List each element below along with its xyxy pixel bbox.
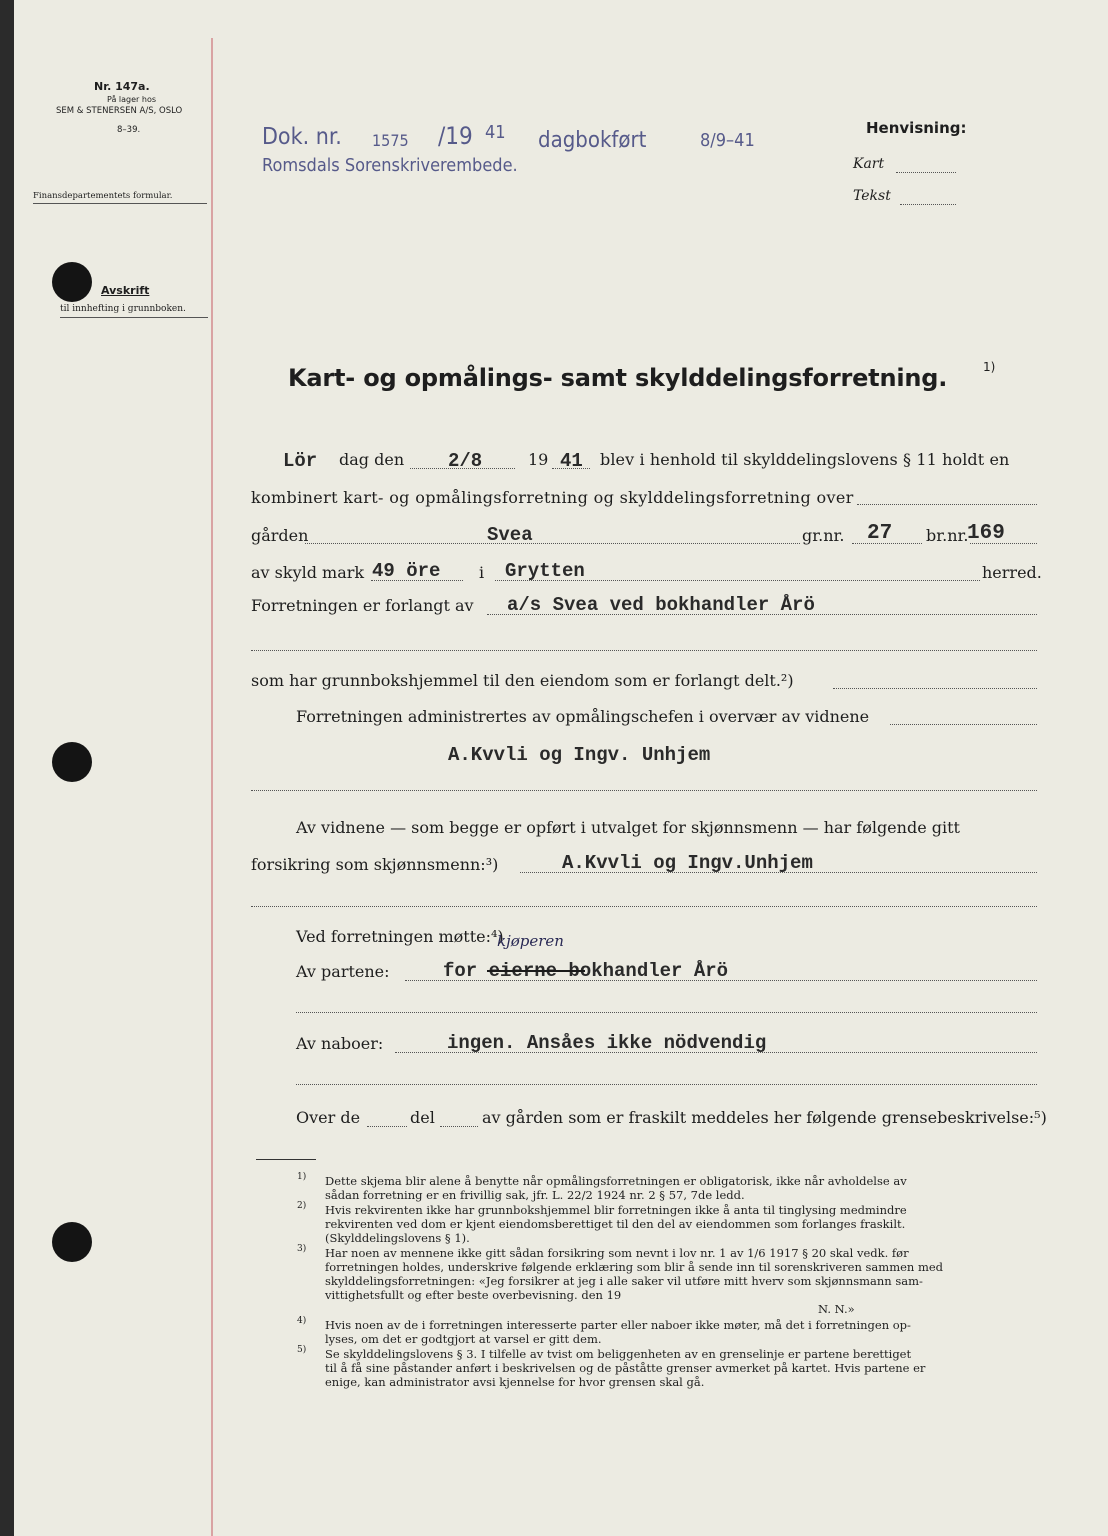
year-prefix: 19 xyxy=(528,450,549,469)
oath-line-2: forsikring som skjønnsmenn:³) xyxy=(251,855,499,874)
footnote-line: sådan forretning er en frivillig sak, jfr. L. 22/2 1924 nr. 2 § 57, 7de ledd. xyxy=(325,1188,745,1202)
intro-line-2: kombinert kart- og opmålingsforretning og skylddelingsforretning over xyxy=(251,488,854,507)
in-label: i xyxy=(479,563,485,582)
punch-hole xyxy=(52,262,92,302)
neighbours-value: ingen. Ansåes ikke nödvendig xyxy=(447,1032,767,1054)
footnote-line: Hvis noen av de i forretningen interesserte parter eller naboer ikke møter, må det i forretningen op- xyxy=(325,1318,911,1332)
margin-line xyxy=(211,38,213,1536)
oath-value: A.Kvvli og Ingv.Unhjem xyxy=(562,852,813,874)
dotted-line xyxy=(296,1084,1037,1085)
herred-value: Grytten xyxy=(505,560,585,582)
del-label: del xyxy=(410,1108,435,1127)
title-footnote-ref: 1) xyxy=(983,360,996,374)
footnote-line: lyses, om det er godtgjort at varsel er gitt dem. xyxy=(325,1332,602,1346)
brnr-label: br.nr. xyxy=(926,526,969,545)
footnote-line: vittighetsfullt og efter beste overbevisning. den 19 xyxy=(325,1288,622,1302)
dotted-line xyxy=(367,1126,407,1127)
footnote-number: 2) xyxy=(297,1201,307,1211)
doc-number-label: Dok. nr. xyxy=(262,124,342,150)
doc-year-prefix: /19 xyxy=(438,122,473,150)
strikethrough xyxy=(487,970,585,972)
footnote-number: 5) xyxy=(297,1345,307,1355)
dotted-line xyxy=(305,543,800,544)
neighbours-label: Av naboer: xyxy=(296,1034,384,1053)
present-label: Ved forretningen møtte:⁴) xyxy=(296,927,504,946)
divider xyxy=(33,203,207,204)
farm-label: gården xyxy=(251,526,309,545)
doc-number: 1575 xyxy=(372,131,409,150)
publisher-line: SEM & STENERSEN A/S, OSLO xyxy=(56,106,183,116)
admin-line: Forretningen administrertes av opmålingschefen i overvær av vidnene xyxy=(296,707,870,726)
ministry-label: Finansdepartementets formular. xyxy=(33,191,173,201)
punch-hole xyxy=(52,742,92,782)
parties-value: for eierne bokhandler Årö xyxy=(443,960,729,982)
dotted-line xyxy=(296,1012,1037,1013)
dotted-line xyxy=(440,1126,478,1127)
date-value: 2/8 xyxy=(448,450,483,472)
intro-text: blev i henhold til skylddelingslovens § 11 holdt en xyxy=(600,450,1010,469)
over-label: Over de xyxy=(296,1108,361,1127)
boundary-line: av gården som er fraskilt meddeles her følgende grensebeskrivelse:⁵) xyxy=(482,1108,1047,1127)
footnote-line: skylddelingsforretningen: «Jeg forsikrer at jeg i alle saker vil utføre mitt hverv som skjønnsmann sam- xyxy=(325,1274,923,1288)
dotted-line xyxy=(890,724,1037,725)
footnote-number: 4) xyxy=(297,1316,307,1326)
footnote-line: forretningen holdes, underskrive følgende erklæring som blir å sende inn til sorenskriveren sammen med xyxy=(325,1260,944,1274)
witnesses-value: A.Kvvli og Ingv. Unhjem xyxy=(448,744,711,766)
footnote-line: enige, kan administrator avsi kjennelse for hvor grensen skal gå. xyxy=(325,1375,705,1389)
herred-label: herred. xyxy=(982,563,1042,582)
dotted-line xyxy=(900,204,956,205)
day-label: dag den xyxy=(339,450,405,469)
dotted-line xyxy=(251,650,1037,651)
requested-label: Forretningen er forlangt av xyxy=(251,596,474,615)
footnote-line: (Skylddelingslovens § 1). xyxy=(325,1231,470,1245)
document-page xyxy=(14,0,1108,1536)
skyld-label: av skyld mark xyxy=(251,563,365,582)
punch-hole xyxy=(52,1222,92,1262)
logged-label: dagbokført xyxy=(538,128,647,153)
footnote-line: Har noen av mennene ikke gitt sådan forsikring som nevnt i lov nr. 1 av 1/6 1917 § 20 skal vedk. før xyxy=(325,1246,909,1260)
footnote-line: Hvis rekvirenten ikke har grunnbokshjemmel blir forretningen ikke å anta til tinglysing medmindre xyxy=(325,1203,907,1217)
footnote-signature: N. N.» xyxy=(818,1302,855,1316)
footnote-line: Se skylddelingslovens § 3. I tilfelle av tvist om beliggenheten av en grenselinje er partene berettiget xyxy=(325,1347,912,1361)
grnr-value: 27 xyxy=(867,522,893,545)
oath-line-1: Av vidnene — som begge er opført i utvalget for skjønnsmenn — har følgende gitt xyxy=(296,818,960,837)
dotted-line xyxy=(251,790,1037,791)
dotted-line xyxy=(833,688,1037,689)
dotted-line xyxy=(857,504,1037,505)
day-value: Lör xyxy=(283,450,318,472)
footnote-separator xyxy=(256,1159,316,1160)
footnote-line: til å få sine påstander anført i beskrivelsen og de påståtte grenser avmerket på kartet. Hvis partene er xyxy=(325,1361,926,1375)
footnote-line: rekvirenten ved dom er kjent eiendomsberettiget til den del av eiendommen som forlanges fraskilt. xyxy=(325,1217,906,1231)
year-value: 41 xyxy=(560,450,583,472)
footnote-number: 3) xyxy=(297,1244,307,1254)
requested-value: a/s Svea ved bokhandler Årö xyxy=(507,594,815,616)
brnr-value: 169 xyxy=(967,522,1005,545)
reference-label: Henvisning: xyxy=(866,119,967,137)
form-number: Nr. 147a. xyxy=(94,80,150,93)
doc-year-suffix: 41 xyxy=(485,122,506,143)
publisher-line: 8–39. xyxy=(117,125,141,135)
copy-sub: til innhefting i grunnboken. xyxy=(60,304,186,314)
logged-date: 8/9–41 xyxy=(700,130,755,151)
parties-label: Av partene: xyxy=(296,962,390,981)
document-title: Kart- og opmålings- samt skylddelingsforretning. xyxy=(288,364,948,392)
grnr-label: gr.nr. xyxy=(802,526,845,545)
owner-line: som har grunnbokshjemmel til den eiendom som er forlangt delt.²) xyxy=(251,671,794,690)
footnote-number: 1) xyxy=(297,1172,307,1182)
farm-value: Svea xyxy=(487,524,533,546)
office-stamp: Romsdals Sorenskriverembede. xyxy=(262,155,518,176)
handwritten-correction: kjøperen xyxy=(497,932,564,950)
footnote-line: Dette skjema blir alene å benytte når opmålingsforretningen er obligatorisk, ikke når avholdelse av xyxy=(325,1174,907,1188)
skyld-value: 49 öre xyxy=(372,560,441,582)
dotted-line xyxy=(251,906,1037,907)
dotted-line xyxy=(896,172,956,173)
copy-label: Avskrift xyxy=(101,284,150,297)
reference-text: Tekst xyxy=(853,188,891,204)
reference-map: Kart xyxy=(853,156,885,172)
publisher-line: På lager hos xyxy=(107,95,156,104)
divider xyxy=(60,317,208,318)
